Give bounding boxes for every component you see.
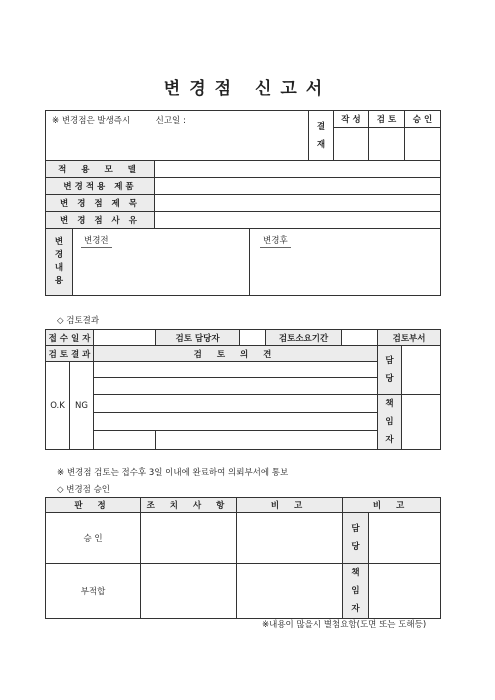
approval-header-remark-2: 비 고 (343, 498, 441, 513)
review-period-value[interactable] (342, 330, 378, 346)
approval-col-reviewer: 검 토 (369, 111, 405, 128)
change-details-table (45, 160, 441, 296)
review-ok[interactable]: O.K (46, 362, 70, 450)
footer-note: ※내용이 많을시 별첨요함(도면 또는 도해등) (262, 620, 427, 630)
approval-action-reject[interactable] (141, 564, 237, 619)
approval-sign-approver[interactable] (405, 128, 441, 161)
report-notice: ※ 변경점은 발생즉시 (52, 116, 131, 126)
row-value-change-reason[interactable] (155, 212, 441, 229)
review-charge-label: 담당 (385, 356, 394, 384)
approval-sign-writer[interactable] (334, 128, 369, 161)
approval-row-approve: 승 인 (46, 513, 141, 564)
approval-header-judgement: 판 정 (46, 498, 141, 513)
row-value-model[interactable] (155, 161, 441, 178)
change-before-label: 변경전 (81, 234, 112, 248)
approval-col-approver: 승 인 (405, 111, 441, 128)
approval-side-label: 결재 (316, 121, 326, 150)
approval-remark-approve[interactable] (237, 513, 343, 564)
receipt-date-value[interactable] (94, 330, 156, 346)
approval-section-label: ◇ 변경점 승인 (57, 485, 110, 495)
row-label-model: 적 용 모 델 (46, 161, 155, 178)
approval-header-remark: 비 고 (237, 498, 343, 513)
reviewer-value[interactable] (240, 330, 266, 346)
review-table (45, 329, 441, 450)
change-after-label: 변경후 (260, 234, 291, 248)
row-value-change-title[interactable] (155, 195, 441, 212)
approval-responsible-label: 책임자 (351, 568, 360, 614)
change-content-label: 변경내용 (54, 237, 64, 286)
approval-header-action: 조 치 사 항 (141, 498, 237, 513)
approval-row-reject: 부적합 (46, 564, 141, 619)
review-result-label: 검 토 결 과 (46, 346, 94, 362)
row-label-change-title: 변 경 점 제 목 (46, 195, 155, 212)
review-period-label: 검토소요기간 (266, 330, 342, 346)
approval-remark-reject[interactable] (237, 564, 343, 619)
row-value-product[interactable] (155, 178, 441, 195)
approval-responsible-sign[interactable] (369, 564, 441, 619)
review-ng[interactable]: NG (70, 362, 94, 450)
review-opinion-label: 검 토 의 견 (94, 346, 378, 362)
review-opinion-line[interactable] (156, 430, 441, 449)
report-header-table (45, 110, 441, 161)
review-charge-sign[interactable] (402, 346, 441, 395)
review-opinion-line[interactable] (94, 395, 378, 413)
reviewer-label: 검토 담당자 (156, 330, 240, 346)
receipt-date-label: 접 수 일 자 (46, 330, 94, 346)
change-before-area[interactable] (73, 229, 250, 296)
approval-col-writer: 작 성 (334, 111, 369, 128)
report-date-label: 신고일 : (155, 116, 186, 126)
review-opinion-line[interactable] (94, 362, 378, 378)
review-opinion-line[interactable] (94, 378, 378, 395)
approval-charge-label: 담당 (351, 524, 360, 552)
review-section-label: ◇ 검토결과 (57, 316, 100, 326)
review-responsible-label: 책임자 (385, 399, 394, 445)
document-title: 변경점 신고서 (163, 79, 332, 99)
row-label-change-reason: 변 경 점 사 유 (46, 212, 155, 229)
review-dept-label: 검토부서 (378, 330, 441, 346)
approval-sign-reviewer[interactable] (369, 128, 405, 161)
approval-charge-sign[interactable] (369, 513, 441, 564)
change-after-area[interactable] (250, 229, 441, 296)
row-label-product: 변경적용 제품 (46, 178, 155, 195)
approval-action-approve[interactable] (141, 513, 237, 564)
review-opinion-line[interactable] (94, 412, 378, 430)
approval-table (45, 497, 441, 619)
review-footnote: ※ 변경점 검토는 접수후 3일 이내에 완료하여 의뢰부서에 통보 (57, 468, 289, 478)
